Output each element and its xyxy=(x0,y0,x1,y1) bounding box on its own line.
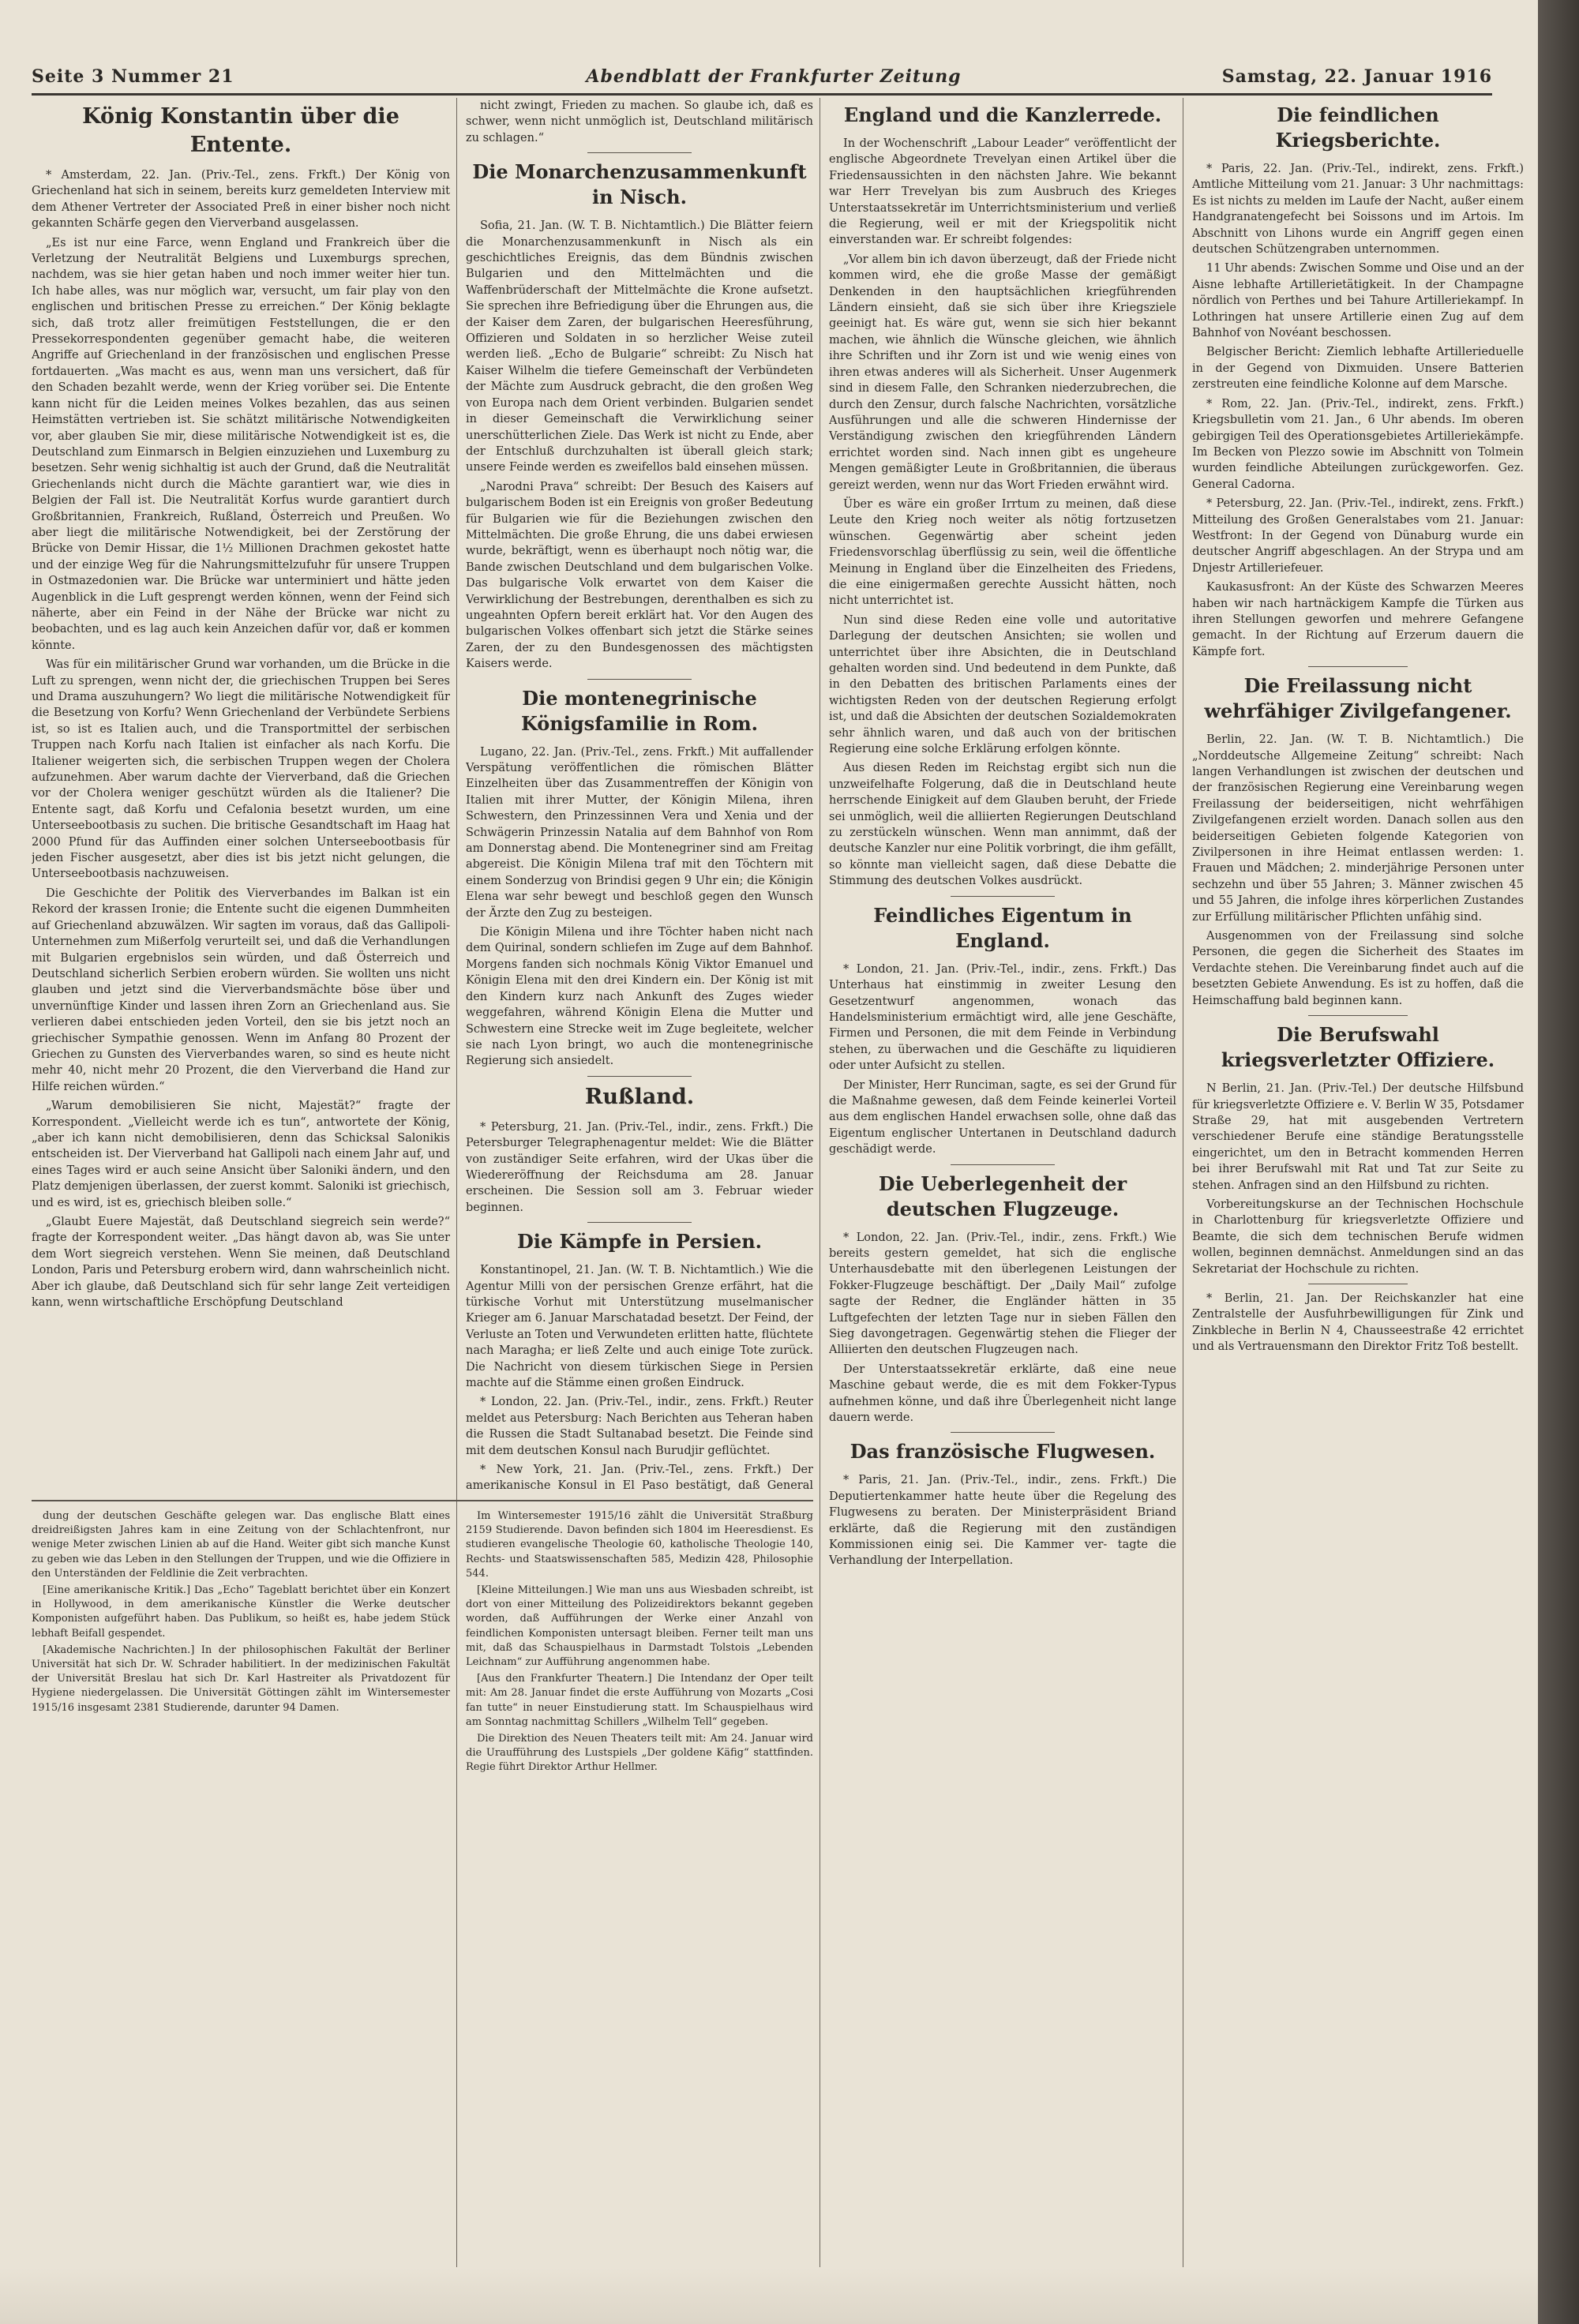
column-rule xyxy=(456,98,457,2269)
article-paragraph: * London, 22. Jan. (Priv.-Tel., indir., zens. Frkft.) Reuter meldet aus Petersburg: Nach Berichten aus Teheran haben die Russen die Stadt Sultanabad besetzt. Die Feinde sind mit dem deutschen Konsul nach Burudjir geflüchtet. xyxy=(466,1396,813,1457)
article-paragraph: Was für ein militärischer Grund war vorhanden, um die Brücke in die Luft zu sprengen, wenn nicht der, die griechischen Truppen bei Seres und Drama auszuhungern? Wo liegt die militärische Notwendigkeit für die Besetzung von Korfu? Wenn Griechenland der Verbündete Serbiens ist, so ist es Italien auch, und die Transportmittel der serbischen Truppen nach Korfu nach Italien ist einfacher als nach Korfu. Die Italiener weigerten sich, die serbischen Truppen wegen der Cholera aufzunehmen. Aber warum dachte der Vierverband, daß die Griechen vor der Cholera weniger geschützt würden als die Italiener? Die Entente sagt, daß Korfu und Cefalonia besetzt wurden, um eine Unterseebootbasis zu suchen. Die britische Gesandtschaft im Haag hat 2000 Pfund für das Auffinden einer solchen Unterseebootbasis für jeden Fischer ausgesetzt, aber dies ist bis jetzt nicht gelungen, die Unterseebootbasis nachzuweisen. xyxy=(32,658,450,881)
article-paragraph: Die Direktion des Neuen Theaters teilt mit: Am 24. Januar wird die Uraufführung des Lustspiels „Der goldene Käfig“ stattfinden. Regie führt Direktor Arthur Hellmer. xyxy=(466,1733,813,1774)
article-headline: Die montenegrinische Königsfamilie in Rom. xyxy=(520,686,759,735)
article-paragraph: In der Wochenschrift „Labour Leader“ veröffentlicht der englische Abgeordnete Trevelyan einen Artikel über die Friedensaussichten in den nächsten Jahre. Wie bekannt war Herr Trevelyan bis zum Ausbruch des Krieges Unterstaatssekretär im Unterrichtsministerium und verließ die Regierung, weil er mit der Kriegspolitik nicht einverstanden war. Er schreibt folgendes: xyxy=(829,137,1176,247)
column-3 xyxy=(829,98,1176,2265)
article-headline: Die Monarchenzusammenkunft in Nisch. xyxy=(472,160,807,209)
article-paragraph: [Aus den Frankfurter Theatern.] Die Intendanz der Oper teilt mit: Am 28. Januar findet die erste Aufführung von Mozarts „Cosi fan tutte“ in neuer Einstudierung statt. Im Schauspielhaus wird am Sonntag nachmittag Schillers „Wilhelm Tell“ gegeben. xyxy=(466,1673,813,1728)
article-paragraph: * London, 22. Jan. (Priv.-Tel., indir., zens. Frkft.) Wie bereits gestern gemeldet, hat sich die englische Unterhausdebatte mit den überlegenen Leistungen der Fokker-Flugzeuge beschäftigt. Der „Daily Mail“ zufolge sagte der Redner, die Engländer hätten in 35 Luftgefechten der letzten Tage nur in sieben Fällen den Sieg davongetragen. Gegenwärtig stehen die Flieger der Alliierten den deutschen Flugzeugen nach. xyxy=(829,1231,1176,1357)
binding-edge xyxy=(1538,0,1579,2324)
article-paragraph: * Petersburg, 21. Jan. (Priv.-Tel., indir., zens. Frkft.) Die Petersburger Telegraphenagentur meldet: Wie die Blätter von zuständiger Seite erfahren, wird der Ukas über die Wiedereröffnung der Reichsduma am 28. Januar erscheinen. Die Session soll am 3. Februar wieder beginnen. xyxy=(466,1120,813,1214)
article-paragraph: Vorbereitungskurse an der Technischen Hochschule in Charlottenburg für kriegsverletzte Offiziere und Beamte, die sich dem technischen Berufe widmen wollen, beginnen demnächst. Anmeldungen sind an das Sekretariat der Hochschule zu richten. xyxy=(1192,1198,1524,1276)
article-headline: Rußland. xyxy=(584,1084,695,1109)
article-paragraph: [Eine amerikanische Kritik.] Das „Echo“ Tageblatt berichtet über ein Konzert in Hollywood, in dem amerikanische Künstler die Werke deutscher Komponisten aufgeführt haben. Das Publikum, so heißt es, habe jedem Stück lebhaft Beifall gespendet. xyxy=(32,1584,450,1640)
article-paragraph: Aus diesen Reden im Reichstag ergibt sich nun die unzweifelhafte Folgerung, daß die in Deutschland heute herrschende Einigkeit auf dem Glauben beruht, der Friede sei unmöglich, weil die alliierten Regierungen Deutschland zu zerstückeln wünschen. Wenn man annimmt, daß der deutsche Kanzler nur eine Politik vorbringt, die ihm gefällt, so könnte man vielleicht sagen, daß diese Debatte die Stimmung des deutschen Volkes ausdrückt. xyxy=(829,762,1176,888)
article-paragraph: „Es ist nur eine Farce, wenn England und Frankreich über die Verletzung der Neutralität Belgiens und Luxemburgs sprechen, nachdem, was sie hier getan haben und noch immer weiter hier tun. Ich habe alles, was nur möglich war, versucht, um fair play von den englischen und britischen Presse zu erreichen.“ Der König beklagte sich, daß trotz aller freimütigen Feststellungen, die er den Pressekorrespondenten gegenüber gemacht habe, die weiteren Angriffe auf Griechenland in der französischen und englischen Presse fortdauerten. „Was macht es aus, wenn man uns versichert, daß für den Schaden bezahlt werde, wenn der Krieg vorüber sei. Die Entente kann nicht für die Leiden meines Volkes bezahlen, das aus seinen Heimstätten vertrieben ist. Sie schätzt militärische Notwendigkeiten vor, aber glauben Sie mir, diese militärische Notwendigkeit ist es, die Deutschland zum Einmarsch in Belgien einzuziehen und Luxemburg zu besetzen. Sehr wenig sichhaltig ist auch der Grund, daß die Neutralität Griechenlands nicht durch die Mächte garantiert war, wie dies in Belgien der Fall ist. Die Neutralität Korfus wurde garantiert durch Großbritannien, Frankreich, Rußland, Österreich und Preußen. Wo aber liegt die militärische Notwendigkeit, bei der Zerstörung der Brücke von Demir Hissar, die 1½ Millionen Drachmen gekostet hatte und der einzige Weg für die Nahrungsmittelzufuhr für unsere Truppen in Ostmazedonien war. Die Brücke war unterminiert und hätte jeden Augenblick in die Luft gesprengt werden können, wenn der Feind sich näherte, aber ein Feind in der Nähe der Brücke war nicht zu beobachten, und es lag auch kein Anzeichen dafür vor, daß er kommen könnte. xyxy=(32,236,450,652)
article-paragraph: nicht zwingt, Frieden zu machen. So glaube ich, daß es schwer, wenn nicht unmöglich ist, Deutschland militärisch zu schlagen.“ xyxy=(466,99,813,144)
section-divider xyxy=(1308,1015,1408,1016)
article-headline: Das französische Flugwesen. xyxy=(850,1440,1156,1464)
article-paragraph: * Rom, 22. Jan. (Priv.-Tel., indirekt, zens. Frkft.) Kriegsbulletin vom 21. Jan., 6 Uhr abends. Im oberen gebirgigen Teil des Operationsgebietes Artilleriekämpfe. Im Becken von Plezzo sowie im Abschnitt von Tolmein wurden feindliche Abteilungen zurückgeworfen. Gez. General Cadorna. xyxy=(1192,397,1524,491)
column-4 xyxy=(1192,98,1524,2265)
article-paragraph: Die Geschichte der Politik des Vierverbandes im Balkan ist ein Rekord der krassen Ironie; die Entente sucht die eigenen Dummheiten auf Griechenland abzuwälzen. Wir sagten im voraus, daß das Gallipoli-Unternehmen zum Mißerfolg verurteilt sei, und daß die Verhandlungen mit Bulgarien ergebnislos sein würden, und daß Österreich und Deutschland sicherlich Serbien erobern würden. Sie wollten uns nicht glauben und jetzt sind die Vierverbandsmächte böse über und unvernünftige Kinder und lassen ihren Zorn an Griechenland aus. Sie verlieren dabei entschieden jeden Vorteil, den sie bis jetzt noch an griechischer Sympathie genossen. Wenn im Anfang 80 Prozent der Griechen zu Gunsten des Vierverbandes waren, so sind es heute nicht mehr 40, nicht mehr 20 Prozent, die den Vierverband die Hand zur Hilfe reichen würden.“ xyxy=(32,886,450,1093)
article-paragraph: Nun sind diese Reden eine volle und autoritative Darlegung der deutschen Ansichten; sie wollen und unterrichtet über ihre Absichten, die in Deutschland gehalten worden sind. Und bedeutend in dem Punkte, daß in den Debatten des britischen Parlaments eines der wichtigsten Reden von der deutschen Regierung erfolgt ist, und daß die Absichten der deutschen Sozialdemokraten sehr ähnlich waren, und daß auch von der britischen Regierung eine solche Erklärung erfolgen könnte. xyxy=(829,613,1176,756)
section-divider xyxy=(587,679,692,680)
article-paragraph: Die Königin Milena und ihre Töchter haben nicht nach dem Quirinal, sondern schliefen im Zuge auf dem Bahnhof. Morgens fanden sich nochmals König Viktor Emanuel und Königin Elena mit den drei Kindern ein. Der König ist mit den Kindern kurz nach Ankunft des Zuges wieder weggefahren, während Königin Elena die Mutter und Schwestern eine Strecke weit im Zuge begleitete, welcher sie nach Lyon bringt, wo auch die montenegrinische Regierung sich ansiedelt. xyxy=(466,926,813,1068)
article-paragraph: Der Minister, Herr Runciman, sagte, es sei der Grund für die Maßnahme gewesen, daß dem Feinde keinerlei Vorteil aus dem englischen Handel erwachsen solle, ohne daß das Eigentum englischer Untertanen in Deutschland dadurch geschädigt werde. xyxy=(829,1078,1176,1156)
article-paragraph: [Akademische Nachrichten.] In der philosophischen Fakultät der Berliner Universität hat sich Dr. W. Schrader habilitiert. In der medizinischen Fakultät der Universität Breslau hat sich Dr. Karl Hastreiter als Privatdozent für Hygiene niedergelassen. Die Universität Göttingen zählt im Wintersemester 1915/16 insgesamt 2381 Studierende, darunter 94 Damen. xyxy=(32,1644,450,1714)
article-paragraph: * Berlin, 21. Jan. Der Reichskanzler hat eine Zentralstelle der Ausfuhrbewilligungen für Zink und Zinkbleche in Berlin N 4, Chausseestraße 42 errichtet und als Vertrauensmann den Direktor Fritz Toß bestellt. xyxy=(1192,1291,1524,1354)
article-paragraph: Sofia, 21. Jan. (W. T. B. Nichtamtlich.) Die Blätter feiern die Monarchenzusammenkunft in Nisch als ein geschichtliches Ereignis, das dem Bündnis zwischen Bulgarien und den Mittelmächten und die Waffenbrüderschaft der Mittelmächte die Krone aufsetzt. Sie sprechen ihre Befriedigung über die Ehrungen aus, die der Kaiser dem Zaren, der bulgarischen Heeresführung, Offizieren und Soldaten in so herzlicher Weise zuteil werden ließ. „Echo de Bulgarie“ schreibt: Zu Nisch hat Kaiser Wilhelm die tiefere Gemeinschaft der Verbündeten der Mächte zum Ausdruck gebracht, die den großen Weg von Europa nach dem Orient verbinden. Bulgarien sendet in dieser Gemeinschaft die Verwirklichung seiner unerschütterlichen Ziele. Das Werk ist nicht zu Ende, aber der Entschluß durchzuhalten ist überall gleich stark; unsere Feinde werden es zweifellos bald einsehen müssen. xyxy=(466,219,813,474)
article-paragraph: * New York, 21. Jan. (Priv.-Tel., zens. Frkft.) Der amerikanische Konsul in El Paso bestätigt, daß General xyxy=(466,1464,813,1493)
page-bottom-margin xyxy=(0,2267,1538,2324)
article-paragraph: „Glaubt Euere Majestät, daß Deutschland siegreich sein werde?“ fragte der Korrespondent weiter. „Das hängt davon ab, was Sie unter dem Wort siegreich verstehen. Wenn Sie meinen, daß Deutschland London, Paris und Petersburg erobern wird, dann wahrscheinlich nicht. Aber ich glaube, daß Deutschland sich für sehr lange Zeit verteidigen kann, wenn wirtschaftliche Erschöpfung Deutschland xyxy=(32,1216,450,1310)
masthead xyxy=(32,62,1492,96)
article-headline: Die Kämpfe in Persien. xyxy=(516,1230,763,1254)
article-paragraph: Lugano, 22. Jan. (Priv.-Tel., zens. Frkft.) Mit auffallender Verspätung veröffentlichen die römischen Blätter Einzelheiten über das Zusammentreffen der Königin von Italien mit ihrer Mutter, der Königin Milena, ihren Schwestern, den Prinzessinnen Vera und Xenia und der Schwägerin Prinzessin Natalia auf dem Bahnhof von Rom am Donnerstag abend. Die Montenegriner sind am Freitag abgereist. Die Königin Milena traf mit den Töchtern mit einem Sonderzug von Brindisi gegen 9 Uhr ein; die Königin Elena war sehr bewegt und beschloß gegen den Wunsch der Ärzte den Zug zu besteigen. xyxy=(466,745,813,920)
article-paragraph: * Paris, 22. Jan. (Priv.-Tel., indirekt, zens. Frkft.) Amtliche Mitteilung vom 21. Januar: 3 Uhr nachmittags: Es ist nichts zu melden im Laufe der Nacht, außer einem Handgranatengefecht bei Soissons und im Artois. Im Abschnitt von Lihons wurde ein Angriff gegen einen deutschen Schützengraben unternommen. xyxy=(1192,163,1524,257)
article-paragraph: * Amsterdam, 22. Jan. (Priv.-Tel., zens. Frkft.) Der König von Griechenland hat sich in seinem, bereits kurz gemeldeten Interview mit dem Athener Vertreter der Associated Preß in einer bisher noch nicht gekannten Schärfe gegen den Vierverband ausgelassen. xyxy=(32,169,450,231)
article-headline: Die Freilassung nicht wehrfähiger Zivilgefangener. xyxy=(1204,674,1512,723)
article-headline: Die Berufswahl kriegsverletzter Offiziere. xyxy=(1221,1023,1495,1072)
newspaper-title: Abendblatt der Frankfurter Zeitung xyxy=(586,66,962,87)
article-paragraph: 11 Uhr abends: Zwischen Somme und Oise und an der Aisne lebhafte Artillerietätigkeit. In der Champagne nördlich von Perthes und bei Tahure Artilleriekampf. In Lothringen hat unsere Artillerie einen Zug auf dem Bahnhof von Novéant beschossen. xyxy=(1192,262,1524,340)
feuilleton-column-1 xyxy=(32,1509,450,2267)
article-paragraph: * Petersburg, 22. Jan. (Priv.-Tel., indirekt, zens. Frkft.) Mitteilung des Großen Generalstabes vom 21. Januar: Westfront: In der Gegend von Dünaburg wurde ein deutscher Angriff abgeschlagen. An der Strypa und am Dnjestr Artilleriefeuer. xyxy=(1192,497,1524,575)
feuilleton-column-2 xyxy=(466,1509,813,2267)
article-paragraph: Im Wintersemester 1915/16 zählt die Universität Straßburg 2159 Studierende. Davon befinden sich 1804 im Heeresdienst. Es studieren evangelische Theologie 60, katholische Theologie 140, Rechts- und Staatswissenschaften 585, Medizin 428, Philosophie 544. xyxy=(466,1510,813,1580)
column-2 xyxy=(466,98,813,1495)
article-paragraph: * London, 21. Jan. (Priv.-Tel., indir., zens. Frkft.) Das Unterhaus hat einstimmig in zweiter Lesung den Gesetzentwurf angenommen, wonach das Handelsministerium ermächtigt wird, alle jene Geschäfte, Firmen und Personen, die mit dem Feinde in Verbindung stehen, zu überwachen und die Geschäfte zu liquidieren oder unter Aufsicht zu stellen. xyxy=(829,962,1176,1073)
article-headline: Die feindlichen Kriegsberichte. xyxy=(1275,103,1441,152)
section-divider xyxy=(587,1222,692,1223)
article-paragraph: Der Unterstaatssekretär erklärte, daß eine neue Maschine gebaut werde, die es mit dem Fokker-Typus aufnehmen könne, und daß ihre Überlegenheit nicht lange dauern werde. xyxy=(829,1363,1176,1425)
section-divider xyxy=(1308,666,1408,667)
article-paragraph: Berlin, 22. Jan. (W. T. B. Nichtamtlich.) Die „Norddeutsche Allgemeine Zeitung“ schreibt: Nach langen Verhandlungen ist zwischen der deutschen und der französischen Regierung eine Vereinbarung wegen Freilassung der beiderseitigen, nicht wehrfähigen Zivilgefangenen erzielt worden. Danach sollen aus den beiderseitigen Gebieten folgende Kategorien von Zivilpersonen in ihre Heimat entlassen werden: 1. Frauen und Mädchen; 2. minderjährige Personen unter sechzehn und über 55 Jahren; 3. Männer zwischen 45 und 55 Jahren, die infolge ihres körperlichen Zustandes zur Erfüllung militärischer Pflichten unfähig sind. xyxy=(1192,733,1524,924)
article-paragraph: „Warum demobilisieren Sie nicht, Majestät?“ fragte der Korrespondent. „Vielleicht werde ich es tun“, antwortete der König, „aber ich kann nicht demobilisieren, denn das Schicksal Salonikis entscheiden ist. Der Vierverband hat Gallipoli nach einem Jahr auf, und eines Tages wird er auch seine Ansicht über Saloniki ändern, und den Platz demjenigen überlassen, der zuerst kommt. Saloniki ist griechisch, und es wird, ist es, griechisch bleiben solle.“ xyxy=(32,1100,450,1209)
article-paragraph: Konstantinopel, 21. Jan. (W. T. B. Nichtamtlich.) Wie die Agentur Milli von der persischen Grenze erfährt, hat die türkische Vorhut mit Unterstützung muselmanischer Krieger am 6. Januar Marschatadad besetzt. Der Feind, der Verluste an Toten und Verwundeten erlitten hatte, flüchtete nach Maragha; er ließ Zelte und auch einige Tote zurück. Die Nachricht von diesem türkischen Siege in Persien machte auf die Stämme einen großen Eindruck. xyxy=(466,1264,813,1389)
article-paragraph: Ausgenommen von der Freilassung sind solche Personen, die gegen die Sicherheit des Staates im Verdachte stehen. Die Vereinbarung findet auch auf die besetzten Gebiete Anwendung. Es ist zu hoffen, daß die Heimschaffung bald beginnen kann. xyxy=(1192,930,1524,1007)
article-paragraph: [Kleine Mitteilungen.] Wie man uns aus Wiesbaden schreibt, ist dort von einer Mitteilung des Polizeidirektors bekannt gegeben worden, daß Aufführungen der Werke einer Anzahl von feindlichen Komponisten untersagt bleiben. Ferner teilt man uns mit, daß das Schauspielhaus in Darmstadt Tolstois „Lebenden Leichnam“ zur Aufführung angenommen habe. xyxy=(466,1584,813,1669)
article-headline: England und die Kanzlerrede. xyxy=(843,103,1162,126)
article-paragraph: * Paris, 21. Jan. (Priv.-Tel., indir., zens. Frkft.) Die Deputiertenkammer hatte heute über die Regelung des Flugwesens zu beraten. Der Ministerpräsident Briand erklärte, daß die Regierung mit den zuständigen Kommissionen einig sei. Die Kammer ver- tagte die Verhandlung der Interpellation. xyxy=(829,1474,1176,1568)
column-1 xyxy=(32,98,450,1495)
article-headline: König Konstantin über die Entente. xyxy=(82,104,399,157)
page-number: Seite 3 Nummer 21 xyxy=(32,66,234,87)
section-divider xyxy=(587,1076,692,1077)
article-paragraph: „Vor allem bin ich davon überzeugt, daß der Friede nicht kommen wird, ehe die große Masse der gemäßigt Denkenden in den hauptsächlichen kriegführenden Ländern einsieht, daß sie sich über ihre Kriegsziele geeinigt hat. Es wäre gut, wenn sie sich hier bekannt machen, wie ähnlich die Wünsche gleichen, wie ähnlich ihre Schriften und ihr Zorn ist und wie wenig eines von ihren etwas anderes will als Sicherheit. Unser Augenmerk sind in diesem Falle, den Schranken niederzubrechen, die durch den Zensur, durch falsche Nachrichten, vorsätzliche Ausführungen und alle die schweren Hindernisse der Verständigung zwischen den kriegführenden Ländern errichtet worden sind. Nach innen gibt es ungeheure Mengen gemäßigter Leute in Großbritannien, die überaus gereizt werden, wenn nur das Wort Frieden erwähnt wird. xyxy=(829,253,1176,492)
article-paragraph: Über es wäre ein großer Irrtum zu meinen, daß diese Leute den Krieg noch weiter als nötig fortzusetzen wünschen. Gegenwärtig aber scheint jeden Friedensvorschlag überflüssig zu sein, weil die öffentliche Meinung in England über die Einzelheiten des Friedens, die eine einigermaßen gerechte Aussicht hätten, noch nicht unterrichtet ist. xyxy=(829,497,1176,608)
section-divider xyxy=(587,152,692,153)
article-paragraph: Kaukasusfront: An der Küste des Schwarzen Meeres haben wir nach hartnäckigem Kampfe die Türken aus ihren Stellungen geworfen und mehrere Gefangene gemacht. In der Richtung auf Erzerum dauern die Kämpfe fort. xyxy=(1192,581,1524,658)
article-headline: Die Ueberlegenheit der deutschen Flugzeuge. xyxy=(878,1171,1127,1220)
article-paragraph: dung der deutschen Geschäfte gelegen war. Das englische Blatt eines dreidreißigsten Jahres kam in eine Zeitung von der Schlachtenfront, nur wenige Meter zwischen Linien ab auf die Hand. Weiter gibt sich manche Kunst zu geben wie das Leben in den Stellungen der Truppen, und wie die Offiziere in den Unterständen der Feldlinie die Zeit verbrachten. xyxy=(32,1510,450,1580)
feuilleton-rule xyxy=(32,1500,813,1501)
article-paragraph: Belgischer Bericht: Ziemlich lebhafte Artillerieduelle in der Gegend von Dixmuiden. Unsere Batterien zerstreuten eine feindliche Kolonne auf dem Marsche. xyxy=(1192,346,1524,392)
article-headline: Feindliches Eigentum in England. xyxy=(873,903,1132,952)
section-divider xyxy=(951,896,1055,897)
section-divider xyxy=(951,1164,1055,1165)
article-paragraph: N Berlin, 21. Jan. (Priv.-Tel.) Der deutsche Hilfsbund für kriegsverletzte Offiziere e. V. Berlin W 35, Potsdamer Straße 29, hat mit ausgebenden Vertretern verschiedener Berufe eine ständige Beratungsstelle eingerichtet, um den in Betracht kommenden Herren bei ihrer Berufswahl mit Rat und Tat zur Seite zu stehen. Anfragen sind an den Hilfsbund zu richten. xyxy=(1192,1082,1524,1192)
issue-date: Samstag, 22. Januar 1916 xyxy=(1221,66,1492,87)
section-divider xyxy=(951,1432,1055,1433)
article-paragraph: „Narodni Prava“ schreibt: Der Besuch des Kaisers auf bulgarischem Boden ist ein Ereignis von großer Bedeutung für Bulgarien wie für die Beziehungen zwischen den Mittelmächten. Die große Ehrung, die uns dabei erwiesen wurde, bekräftigt, wenn es überhaupt noch nötig war, die Bande zwischen Deutschland und dem bulgarischen Volke. Das bulgarische Volk erwartet von dem Kaiser die Verwirklichung der Bestrebungen, derenthalben es sich zu ungeahnten Opfern bereit erklärt hat. Vor den Augen des bulgarischen Volkes offenbart sich jetzt die Stärke seines Zaren, der zu den Bundesgenossen des mächtigsten Kaisers werde. xyxy=(466,480,813,671)
